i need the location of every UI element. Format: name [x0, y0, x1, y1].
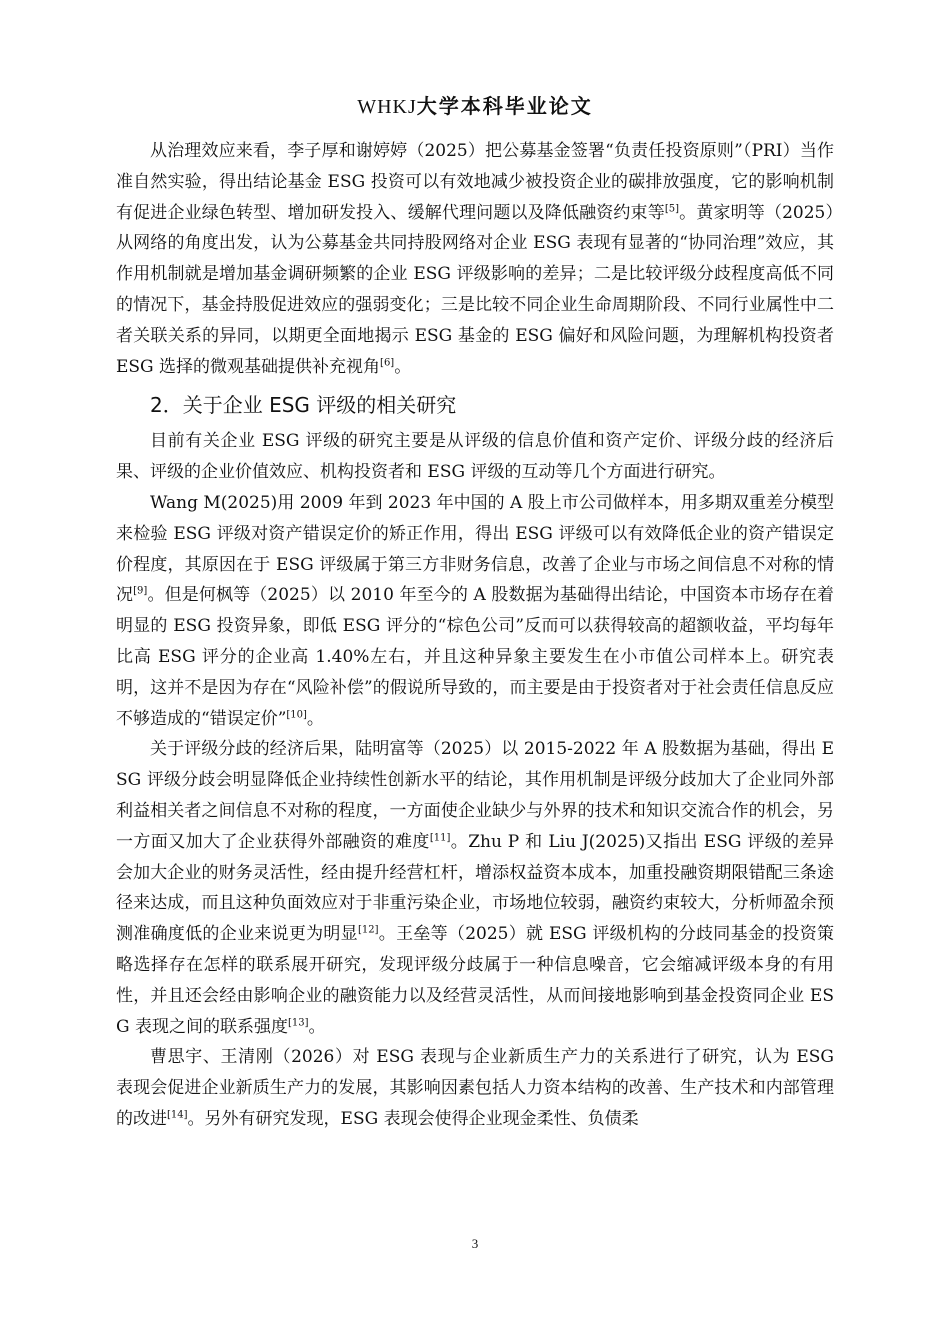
header-title: 大学本科毕业论文 [416, 94, 593, 118]
citation-ref: [14] [167, 1109, 188, 1121]
paragraph-1 [116, 136, 834, 382]
paragraph-3-text: Wang M(2025)用 2009 年到 2023 年中国的 A 股上市公司做样本，用多期双重差分模型来检验 ESG 评级对资产错误定价的矫正作用，得出 ESG 评级可以有效降低企业的资产错误定价程度，其原因在于 ESG 评级属于第三方非财务信息，改善了企业与市场之间信息不对称的情况 [116, 492, 834, 606]
paragraph-2 [116, 426, 834, 488]
paragraph-3 [116, 488, 834, 734]
running-header [0, 92, 950, 121]
citation-ref: [6] [380, 356, 395, 368]
header-org: WHKJ [357, 96, 417, 118]
paragraph-4-tail3: 。 [308, 1016, 326, 1037]
paragraph-4 [116, 734, 834, 1042]
page-number: 3 [471, 1236, 479, 1251]
citation-ref: [10] [286, 708, 307, 720]
paragraph-3-tail2: 。 [306, 708, 324, 729]
paragraph-2-text: 目前有关企业 ESG 评级的研究主要是从评级的信息价值和资产定价、评级分歧的经济后果、评级的企业价值效应、机构投资者和 ESG 评级的互动等几个方面进行研究。 [116, 431, 834, 483]
citation-ref: [5] [664, 202, 680, 214]
citation-ref: [11] [429, 832, 451, 844]
paragraph-1-text: 从治理效应来看，李子厚和谢婷婷（2025）把公募基金签署“负责任投资原则”（PRI）当作准自然实验，得出结论基金 ESG 投资可以有效地减少被投资企业的碳排放强度，它的影响机制有促进企业绿色转型、增加研发投入、缓解代理问题以及降低融资约束等 [116, 141, 834, 223]
citation-ref: [9] [133, 585, 148, 597]
citation-ref: [13] [287, 1016, 309, 1028]
paragraph-4-tail: 。Zhu P 和 Liu J(2025)又指出 ESG 评级的差异会加大企业的财务灵活性，经由提升经营杠杆，增添权益资本成本，加重投融资期限错配三条途径来达成，而且这种负面效应对于非重污染企业，市场地位较弱，融资约束较大，分析师盈余预测准确度低的企业来说更为明显 [116, 831, 834, 945]
paragraph-1-tail2: 。 [394, 356, 412, 377]
section-heading: 2．关于企业 ESG 评级的相关研究 [150, 393, 457, 418]
paragraph-5 [116, 1042, 834, 1134]
paragraph-1-tail: 。黄家明等（2025）从网络的角度出发，认为公募基金共同持股网络对企业 ESG 表现有显著的“协同治理”效应，其作用机制就是增加基金调研频繁的企业 ESG 评级影响的差异；二是比较评级分歧程度高低不同的情况下，基金持股促进效应的强弱变化；三是比较不同企业生命周期阶段、不同行业属性中二者关联关系的异同，以期更全面地揭示 ESG 基金的 ESG 偏好和风险问题，为理解机构投资者 ESG 选择的微观基础提供补充视角 [116, 202, 835, 377]
body-text [116, 136, 834, 1135]
paragraph-5-tail: 。另外有研究发现，ESG 表现会使得企业现金柔性、负债柔 [187, 1108, 639, 1129]
paragraph-4-tail2: 。王垒等（2025）就 ESG 评级机构的分歧同基金的投资策略选择存在怎样的联系展开研究，发现评级分歧属于一种信息噪音，它会缩减评级本身的有用性，并且还会经由影响企业的融资能力以及经营灵活性，从而间接地影响到基金投资同企业 ESG 表现之间的联系强度 [116, 924, 834, 1037]
paragraph-5-text: 曹思宇、王清刚（2026）对 ESG 表现与企业新质生产力的关系进行了研究，认为 ESG 表现会促进企业新质生产力的发展，其影响因素包括人力资本结构的改善、生产技术和内部管理的改进 [116, 1047, 834, 1129]
citation-ref: [12] [357, 924, 379, 936]
paragraph-3-tail: 。但是何枫等（2025）以 2010 年至今的 A 股数据为基础得出结论，中国资本市场存在着明显的 ESG 投资异象，即低 ESG 评分的“棕色公司”反而可以获得较高的超额收益，平均每年比高 ESG 评分的企业高 1.40%左右，并且这种异象主要发生在小市值公司样本上。研究表明，这并不是因为存在“风险补偿”的假说所导致的，而主要是由于投资者对于社会责任信息反应不够造成的“错误定价” [116, 585, 834, 729]
paragraph-4-text: 关于评级分歧的经济后果，陆明富等（2025）以 2015-2022 年 A 股数据为基础，得出 ESG 评级分歧会明显降低企业持续性创新水平的结论，其作用机制是评级分歧加大了企业同外部利益相关者之间信息不对称的程度，一方面使企业缺少与外界的技术和知识交流合作的机会，另一方面又加大了企业获得外部融资的难度 [116, 739, 834, 852]
